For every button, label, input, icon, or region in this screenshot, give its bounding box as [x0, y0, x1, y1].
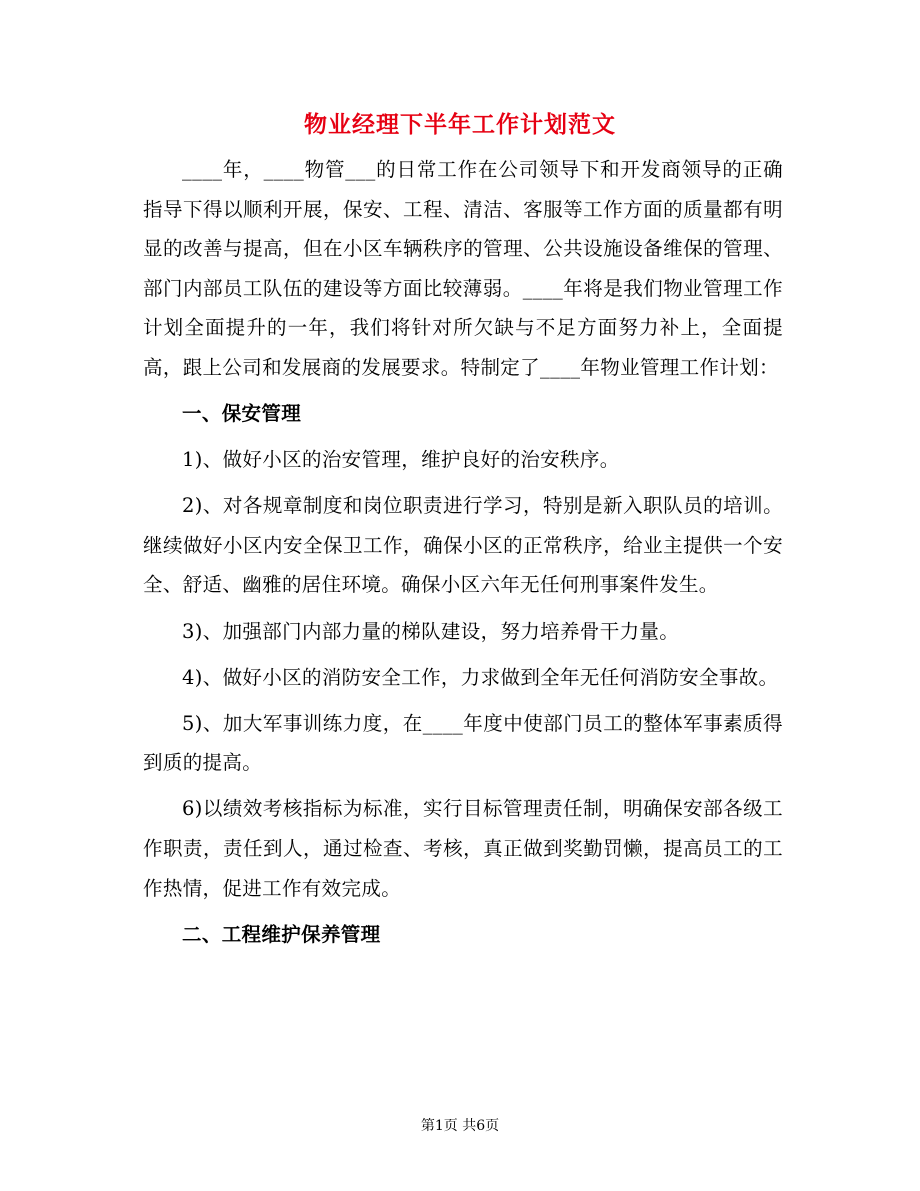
list-item: 1)、做好小区的治安管理，维护良好的治安秩序。	[182, 448, 620, 472]
intro-paragraph: ____年，____物管___的日常工作在公司领导下和开发商领导的正确指导下得以顺利开展，保安、工程、清洁、客服等工作方面的质量都有明显的改善与提高，但在小区车辆秩序的管理、公共设施设备维保的管理、部门内部员工队伍的建设等方面比较薄弱。____年将是我们物业管理工作计划全面提升的一年，我们将针对所欠缺与不足方面努力补上，全面提高，跟上公司和发展商的发展要求。特制定了____年物业管理工作计划：	[143, 158, 783, 379]
list-item: 3)、加强部门内部力量的梯队建设，努力培养骨干力量。	[182, 619, 680, 643]
page-footer: 第1页 共6页	[420, 1118, 500, 1134]
list-item: 4)、做好小区的消防安全工作，力求做到全年无任何消防安全事故。	[182, 665, 779, 689]
page-title: 物业经理下半年工作计划范文	[304, 111, 616, 138]
document-body	[143, 150, 783, 954]
list-item: 6)以绩效考核指标为标准，实行目标管理责任制，明确保安部各级工作职责，责任到人，通过检查、考核，真正做到奖勤罚懒，提高员工的工作热情，促进工作有效完成。	[143, 797, 783, 900]
section-heading-engineering: 二、工程维护保养管理	[182, 922, 381, 946]
list-item: 2)、对各规章制度和岗位职责进行学习，特别是新入职队员的培训。继续做好小区内安全保卫工作，确保小区的正常秩序，给业主提供一个安全、舒适、幽雅的居住环境。确保小区六年无任何刑事案件发生。	[143, 494, 783, 597]
list-item: 5)、加大军事训练力度，在____年度中使部门员工的整体军事素质得到质的提高。	[143, 711, 783, 775]
section-heading-security: 一、保安管理	[182, 402, 302, 426]
